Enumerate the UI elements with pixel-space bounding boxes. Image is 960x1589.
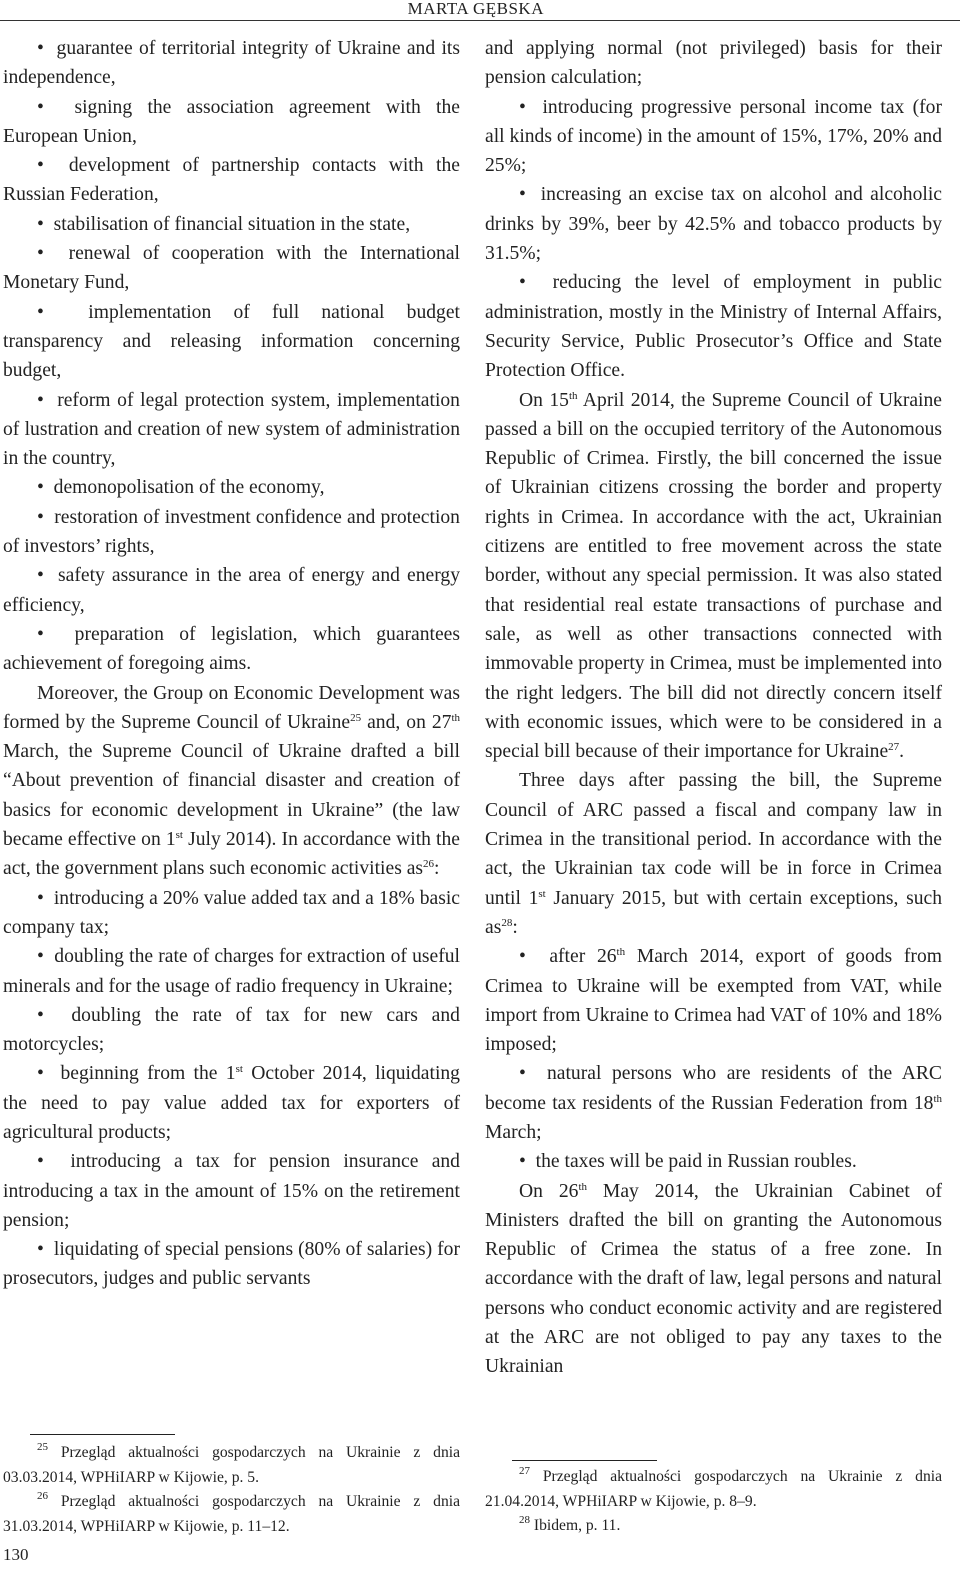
bullet-item: • implementation of full national budget transparency and releasing information concerning budget, — [3, 298, 460, 386]
bullet-item: • stabilisation of financial situation in the state, — [3, 210, 460, 239]
paragraph — [485, 766, 942, 942]
bullet-item: • introducing progressive personal income tax (for all kinds of income) in the amount of 15%, 17%, 20% and 25%; — [485, 93, 942, 181]
text-run: On 15 — [519, 389, 569, 411]
paragraph — [3, 679, 460, 884]
text-run: On 26 — [519, 1180, 579, 1202]
bullet-item — [485, 942, 942, 1059]
footnote-number: 25 — [37, 1441, 48, 1453]
superscript: th — [578, 1180, 588, 1193]
text-run: March, the Supreme Council of Ukraine drafted a bill “About prevention of financial disaster and creation of basics for economic development in Ukraine” (the law became effective on 1 — [3, 741, 460, 851]
paragraph-continuation: and applying normal (not privileged) basis for their pension calculation; — [485, 38, 942, 89]
footnote-text: Przegląd aktualności gospodarczych na Ukrainie z dnia 21.04.2014, WPHiIARP w Kijowie, p. 8–9. — [485, 1468, 942, 1510]
footnotes-right — [485, 1465, 942, 1539]
bullet-item: • restoration of investment confidence and protection of investors’ rights, — [3, 503, 460, 562]
left-column — [3, 34, 460, 1294]
bullet-item: • doubling the rate of tax for new cars and motorcycles; — [3, 1001, 460, 1060]
bullet-item: • renewal of cooperation with the International Monetary Fund, — [3, 239, 460, 298]
bullet-item: • increasing an excise tax on alcohol and alcoholic drinks by 39%, beer by 42.5% and tobacco products by 31.5%; — [485, 180, 942, 268]
bullet-item: • demonopolisation of the economy, — [3, 473, 460, 502]
bullet-item: • introducing a tax for pension insurance and introducing a tax in the amount of 15% on the retirement pension; — [3, 1147, 460, 1235]
footnote — [485, 1514, 942, 1539]
bullet-item — [485, 1059, 942, 1147]
footnote-rule-right — [512, 1460, 657, 1461]
bullet-item: • introducing a 20% value added tax and a 18% basic company tax; — [3, 884, 460, 943]
running-header — [0, 0, 960, 21]
text-run: Three days after passing the bill, the Supreme Council of ARC passed a fiscal and company law in Crimea in the transitional period. In accordance with the act, the Ukrainian tax code will be in force in Crimea until 1 — [485, 770, 942, 909]
superscript: 28 — [501, 916, 513, 929]
text-run: after 26 — [549, 946, 617, 968]
bullet-item: • guarantee of territorial integrity of Ukraine and its independence, — [3, 34, 460, 93]
superscript: th — [933, 1092, 942, 1105]
bullet-item: • the taxes will be paid in Russian roubles. — [485, 1147, 942, 1176]
bullet-item: • reform of legal protection system, implementation of lustration and creation of new system of administration in the country, — [3, 386, 460, 474]
superscript: st — [538, 887, 546, 900]
text-run: and, on 27 — [361, 711, 452, 733]
text-run: . — [899, 741, 905, 763]
footnote-number: 27 — [519, 1465, 530, 1477]
bullet-item: • liquidating of special pensions (80% of salaries) for prosecutors, judges and public servants — [3, 1235, 460, 1294]
footnote-text: Ibidem, p. 11. — [533, 1517, 621, 1534]
running-head-author: MARTA GĘBSKA — [407, 0, 544, 18]
bullet-item: • development of partnership contacts with the Russian Federation, — [3, 151, 460, 210]
right-column — [485, 34, 942, 1382]
text-run: : — [434, 858, 440, 880]
superscript: 27 — [888, 741, 900, 754]
text-run: : — [512, 916, 518, 938]
bullet-item: • preparation of legislation, which guarantees achievement of foregoing aims. — [3, 620, 460, 679]
bullet-item: • doubling the rate of charges for extraction of useful minerals and for the usage of radio frequency in Ukraine; — [3, 942, 460, 1001]
text-run: October 2014, liquidating the need to pay value added tax for exporters of agricultural products; — [3, 1063, 460, 1143]
footnote-text: Przegląd aktualności gospodarczych na Ukrainie z dnia 03.03.2014, WPHiIARP w Kijowie, p. 5. — [3, 1444, 460, 1486]
footnotes-left — [3, 1441, 460, 1539]
text-run: January 2015, but with certain exceptions, such as — [485, 887, 942, 938]
text-run: April 2014, the Supreme Council of Ukraine passed a bill on the occupied territory of the Autonomous Republic of Crimea. Firstly, the bill concerned the issue of Ukrainian citizens crossing the border and property rights in Crimea. In accordance with the act, Ukrainian citizens are entitled to free movement across the state border, without any special permission. It was also stated that residential real estate transactions of purchase and sale, as well as other transactions connected with immovable property in Crimea, must be implemented into the right ledgers. The bill did not directly concern itself with economic issues, which were to be considered in a special bill because of their importance for Ukraine — [485, 389, 942, 763]
superscript: 25 — [350, 711, 362, 724]
text-run: March 2014, export of goods from Crimea to Ukraine will be exempted from VAT, while import from Ukraine to Crimea had VAT of 10% and 18% imposed; — [485, 946, 942, 1056]
bullet-item: • signing the association agreement with the European Union, — [3, 93, 460, 152]
footnote-rule-left — [30, 1434, 175, 1435]
footnote-number: 28 — [519, 1514, 530, 1526]
text-run: March; — [485, 1121, 542, 1143]
footnote-number: 26 — [37, 1490, 48, 1502]
superscript: st — [235, 1063, 243, 1076]
text-run: May 2014, the Ukrainian Cabinet of Ministers drafted the bill on granting the Autonomous Republic of Crimea the status of a free zone. In accordance with the draft of law, legal persons and natural persons who conduct economic activity and are registered at the ARC are not obliged to pay any taxes to the Ukrainian — [485, 1180, 942, 1378]
superscript: st — [175, 829, 183, 842]
bullet-item: • reducing the level of employment in public administration, mostly in the Ministry of Internal Affairs, Security Service, Public Prosecutor’s Office and State Protection Office. — [485, 268, 942, 385]
footnote — [3, 1490, 460, 1539]
paragraph — [485, 1177, 942, 1382]
paragraph — [485, 386, 942, 767]
text-run: Moreover, the Group on Economic Development was formed by the Supreme Council of Ukraine — [3, 682, 460, 733]
superscript: th — [451, 711, 461, 724]
text-run: beginning from the 1 — [60, 1063, 236, 1085]
superscript: th — [568, 389, 578, 402]
footnote — [485, 1465, 942, 1514]
page-number: 130 — [3, 1545, 29, 1564]
text-run: natural persons who are residents of the ARC become tax residents of the Russian Federation from 18 — [485, 1063, 942, 1114]
footnote-text: Przegląd aktualności gospodarczych na Ukrainie z dnia 31.03.2014, WPHiIARP w Kijowie, p. 11–12. — [3, 1493, 460, 1535]
text-run: July 2014). In accordance with the act, the government plans such economic activities as — [3, 829, 460, 880]
superscript: th — [616, 946, 626, 959]
bullet-item: • safety assurance in the area of energy and energy efficiency, — [3, 561, 460, 620]
bullet-item — [3, 1059, 460, 1147]
superscript: 26 — [423, 858, 435, 871]
footnote — [3, 1441, 460, 1490]
